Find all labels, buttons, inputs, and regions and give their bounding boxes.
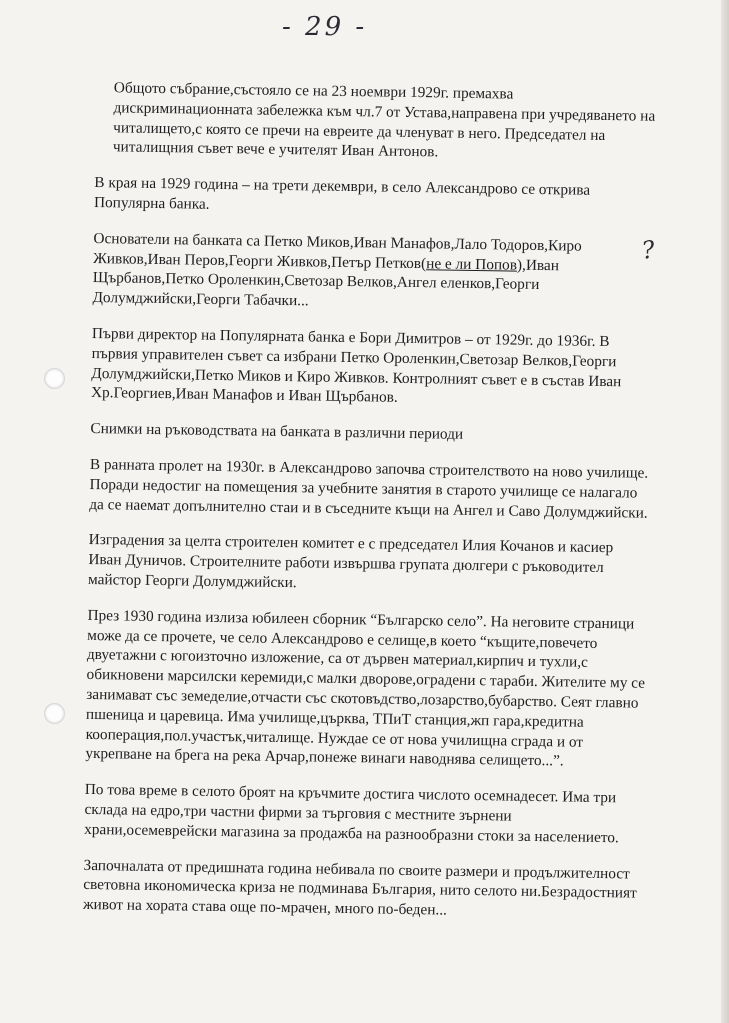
founders-text-end: ),Иван Щърбанов,Петко Ороленкин,Светозар Велков,Ангел еленков,Георги Долумджийски,Георги Табачки... bbox=[92, 256, 560, 310]
paragraph-assembly: Общото събрание,състояло се на 23 ноември 1929г. премахва дискриминационната забележка към чл.7 от Устава,направена при учредяването на читалището,с която се пречи на евреите да членуват в него. Председател на читалищния съвет вече е учителят Иван Антонов. bbox=[112, 79, 656, 161]
paragraph-photos-note: Снимки на ръководствата на банката в различни периоди bbox=[90, 420, 464, 443]
paragraph-school-construction: В ранната пролет на 1930г. в Александрово започва строителството на ново училище. Поради недостиг на помещения за учебните занятия в старото училище се налагало да се наемат допълнително стаи и в съседните къщи на Ангел и Саво Долумджийски. bbox=[89, 455, 649, 522]
page-number: - 29 - bbox=[282, 12, 368, 42]
paragraph-taverns-shops: По това време в селото броят на кръчмите достига числото осемнадесет. Има три склада на едро,три частни фирми за търговия с местните зърнени храни,осемеврейски магазина за продажба на разнообразни стоки за населението. bbox=[84, 781, 619, 847]
paragraph-building-committee: Изградения за целта строителен комитет е с председател Илия Кочанов и касиер Иван Дуничов. Строителните работи извършва групата дюлгери с ръководител майстор Георги Долумджийски. bbox=[87, 531, 614, 592]
punch-hole bbox=[44, 368, 65, 389]
paragraph-economic-crisis: Започналата от предишната година небивала по своите размери и продължителност световна икономическа криза не подминава България, нито селото ни.Безрадостният живот на хората става още по-мрачен, много по-беден... bbox=[82, 856, 637, 919]
paragraph-bank-opening: В края на 1929 година – на трети декември, в село Александрово се открива Популярна банка. bbox=[93, 174, 591, 213]
paragraph-bank-founders bbox=[92, 229, 653, 317]
document-body bbox=[83, 78, 656, 940]
handwritten-question-mark: ? bbox=[640, 235, 657, 265]
punch-hole bbox=[44, 703, 65, 724]
paragraph-jubilee-collection: През 1930 година излиза юбилеен сборник “Българско село”. На неговите страници може да се прочете, че село Александрово е селище,в което “къщите,повечето двуетажни с югоизточно изложение, са от дървен материал,кирпич и тухли,с обикновени марсилски керемиди,с малки дворове,оградени с тараби. Жителите му се занимават със земеделие,отчасти със скотовъдство,лозарство,бубарство. Сеят главно пшеница и царевица. Има училище,църква, ТПиТ станция,жп гара,кредитна кооперация,пол.участък,читалище. Нуждае се от нова училищна сграда и от укрепване на брега на река Арчар,понеже винаги наводнява селището...”. bbox=[85, 606, 646, 770]
founders-text-start: Основатели на банката са Петко Миков,Иван Манафов,Лало Тодоров,Киро Живков,Иван Перов,Георги Живков,Петър Петков( bbox=[93, 229, 582, 272]
underlined-annotation: не е ли Попов bbox=[426, 254, 518, 274]
page-edge bbox=[721, 0, 729, 1023]
paragraph-bank-directors: Първи директор на Популярната банка е Бори Димитров – от 1929г. до 1936г. В първия управителен съвет са избрани Петко Ороленкин,Светозар Велков,Георги Долумджийски,Петко Миков и Киро Живков. Контролният съвет е в състав Иван Хр.Георгиев,Иван Манафов и Иван Щърбанов. bbox=[90, 324, 622, 407]
